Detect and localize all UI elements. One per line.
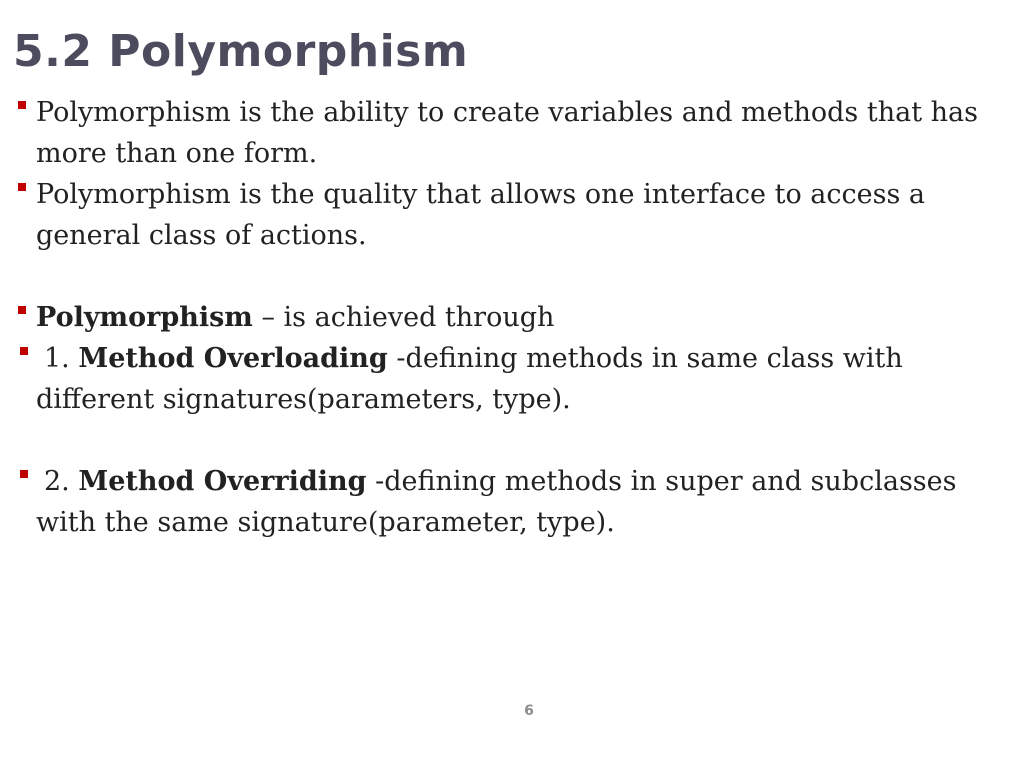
square-bullet-icon (20, 470, 28, 478)
bullet-text: -defining methods in same class with different signatures(parameters, type). (36, 343, 903, 415)
bullet-text: -defining methods in super and subclasses with the same signature(parameter, type). (36, 466, 957, 538)
bullet-text: Polymorphism is the quality that allows one interface to access a general class of actions. (36, 179, 926, 251)
bullet-text: – is achieved through (252, 302, 555, 333)
bullet-text: Polymorphism is the ability to create variables and methods that has more than one form. (36, 97, 978, 169)
bullet-item-overriding (17, 461, 1017, 543)
page-number: 6 (524, 703, 534, 719)
bullet-item-achieved (17, 297, 1017, 338)
spacer (17, 420, 1017, 461)
slide-title: 5.2 Polymorphism (13, 26, 469, 77)
bullet-bold-term: Method Overloading (78, 343, 388, 374)
square-bullet-icon (20, 347, 28, 355)
bullet-bold-term: Method Overriding (78, 466, 367, 497)
bullet-item-quality (17, 174, 1017, 256)
square-bullet-icon (18, 183, 26, 191)
bullet-item-overloading (17, 338, 1017, 420)
spacer (17, 256, 1017, 297)
square-bullet-icon (18, 101, 26, 109)
bullet-bold-term: Polymorphism (36, 302, 253, 333)
bullet-list (17, 92, 1017, 543)
bullet-prefix: 2. (44, 466, 79, 497)
bullet-item-ability (17, 92, 1017, 174)
bullet-prefix: 1. (44, 343, 79, 374)
square-bullet-icon (18, 306, 26, 314)
